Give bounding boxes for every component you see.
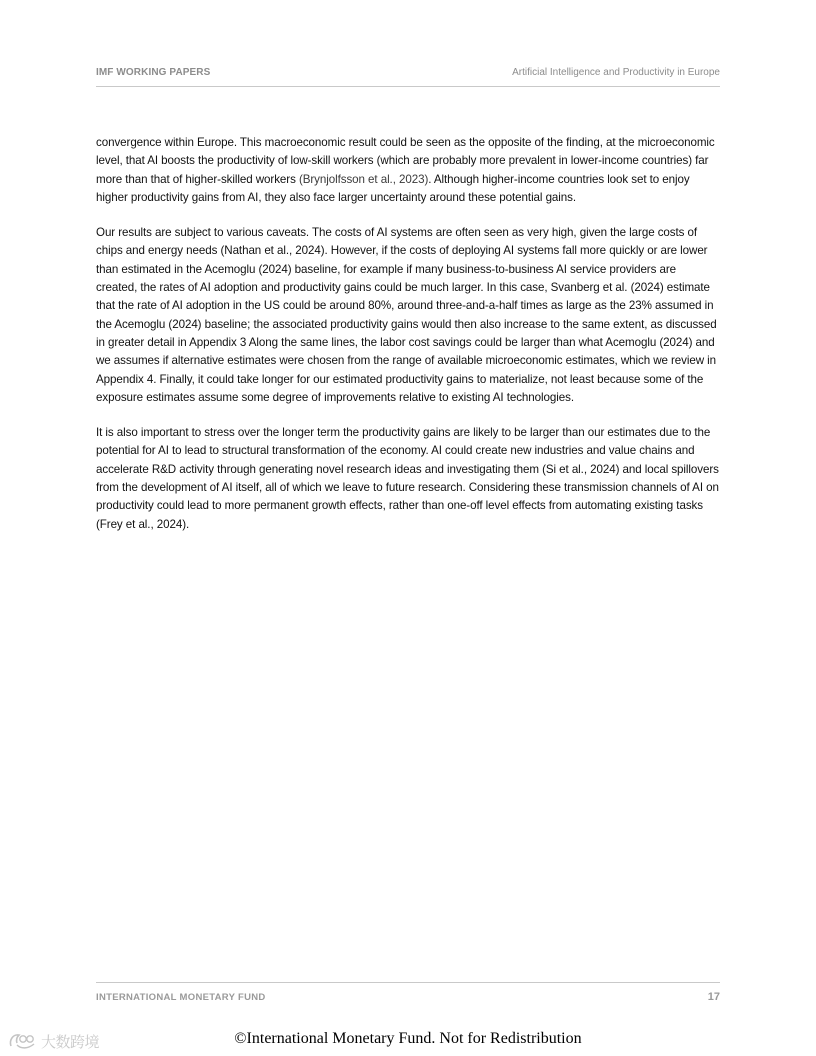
page-number: 17 bbox=[707, 991, 720, 1003]
paragraph-1-text-b: . Although higher-income countries look set to enjoy higher productivity gains from AI, they also face larger uncertainty around these potential gains. bbox=[96, 172, 690, 204]
copyright-notice: ©International Monetary Fund. Not for Redistribution bbox=[234, 1030, 582, 1047]
citation-brynjolfsson: (Brynjolfsson et al., 2023) bbox=[298, 172, 429, 186]
paragraph-1 bbox=[96, 134, 720, 207]
document-title: Artificial Intelligence and Productivity in Europe bbox=[512, 67, 720, 78]
footer-organization: INTERNATIONAL MONETARY FUND bbox=[96, 992, 266, 1003]
main-body bbox=[96, 134, 720, 551]
watermark-text: 大数跨境 bbox=[41, 1032, 100, 1051]
paragraph-1-text-a: convergence within Europe. This macroeconomic result could be seen as the opposite of the finding, at the microeconomic level, that AI boosts the productivity of low-skill workers (which are probably more prevalent in lower-income countries) far more than that of higher-skilled workers bbox=[96, 136, 715, 186]
paragraph-2: Our results are subject to various caveats. The costs of AI systems are often seen as very high, given the large costs of chips and energy needs (Nathan et al., 2024). However, if the costs of deploying AI systems fall more quickly or are lower than estimated in the Acemoglu (2024) baseline, for example if many business-to-business AI service providers are created, the rates of AI adoption and productivity gains could be much larger. In this case, Svanberg et al. (2024) estimate that the rate of AI adoption in the US could be around 80%, around three-and-a-half times as large as the 23% assumed in the Acemoglu (2024) baseline; the associated productivity gains would then also increase to the same extent, as discussed in greater detail in Appendix 3 Along the same lines, the labor cost savings could be larger than what Acemoglu (2024) and we assumes if alternative estimates were chosen from the range of available microeconomic estimates, which we review in Appendix 4. Finally, it could take longer for our estimated productivity gains to materialize, not least because some of the exposure estimates assume some degree of improvements relative to existing AI technologies. bbox=[96, 226, 717, 404]
page-header bbox=[96, 66, 720, 87]
page-footer bbox=[96, 982, 720, 1005]
publication-series: IMF WORKING PAPERS bbox=[96, 67, 211, 78]
paragraph-3: It is also important to stress over the longer term the productivity gains are likely to be larger than our estimates due to the potential for AI to lead to structural transformation of the economy. AI could create new industries and value chains and accelerate R&D activity through generating novel research ideas and investigating them (Si et al., 2024) and local spillovers from the development of AI itself, all of which we leave to future research. Considering these transmission channels of AI on productivity could lead to more permanent growth effects, rather than one-off level effects from automating existing tasks (Frey et al., 2024). bbox=[96, 426, 719, 531]
